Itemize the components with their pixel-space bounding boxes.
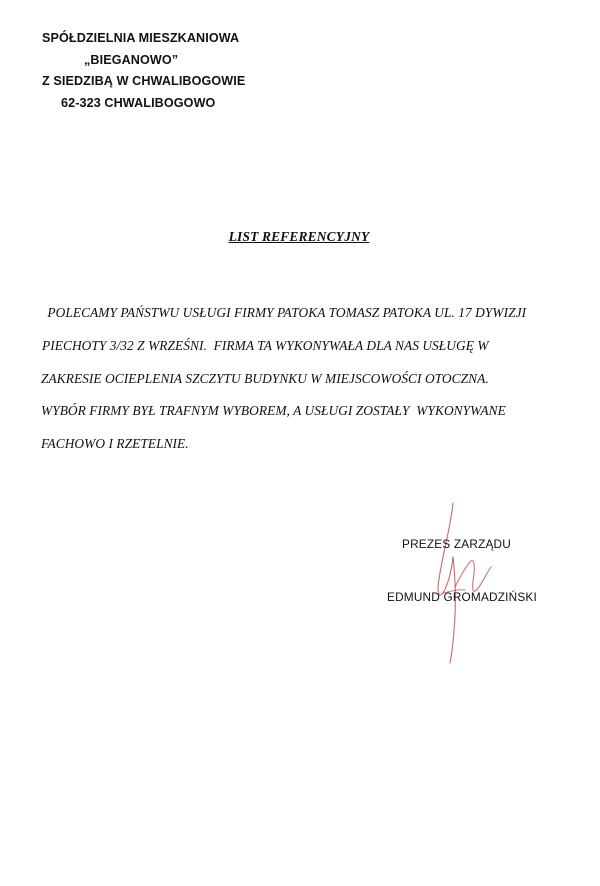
signatory-role: PREZES ZARZĄDU: [402, 537, 511, 551]
organization-subname: „BIEGANOWO”: [84, 52, 179, 67]
organization-name: SPÓŁDZIELNIA MIESZKANIOWA: [42, 31, 240, 45]
organization-postal-address: 62-323 CHWALIBOGOWO: [61, 95, 216, 110]
organization-seat: Z SIEDZIBĄ W CHWALIBOGOWIE: [42, 74, 246, 89]
body-line: WYBÓR FIRMY BYŁ TRAFNYM WYBOREM, A USŁUGI ZOSTAŁY WYKONYWANE: [41, 403, 506, 418]
signatory-name: EDMUND GROMADZIŃSKI: [387, 590, 537, 604]
body-line: PIECHOTY 3/32 Z WRZEŚNI. FIRMA TA WYKONYWAŁA DLA NAS USŁUGĘ W: [42, 338, 489, 353]
document-title: [0, 229, 600, 245]
signature-stroke: [455, 561, 491, 592]
body-line: ZAKRESIE OCIEPLENIA SZCZYTU BUDYNKU W MIEJSCOWOŚCI OTOCZNA.: [41, 371, 489, 386]
body-line: FACHOWO I RZETELNIE.: [41, 436, 189, 451]
document-title-text: LIST REFERENCYJNY: [228, 229, 370, 244]
handwritten-signature: [425, 495, 495, 665]
letterhead: [42, 28, 245, 114]
body-line: POLECAMY PAŃSTWU USŁUGI FIRMY PATOKA TOMASZ PATOKA UL. 17 DYWIZJI: [44, 305, 527, 320]
